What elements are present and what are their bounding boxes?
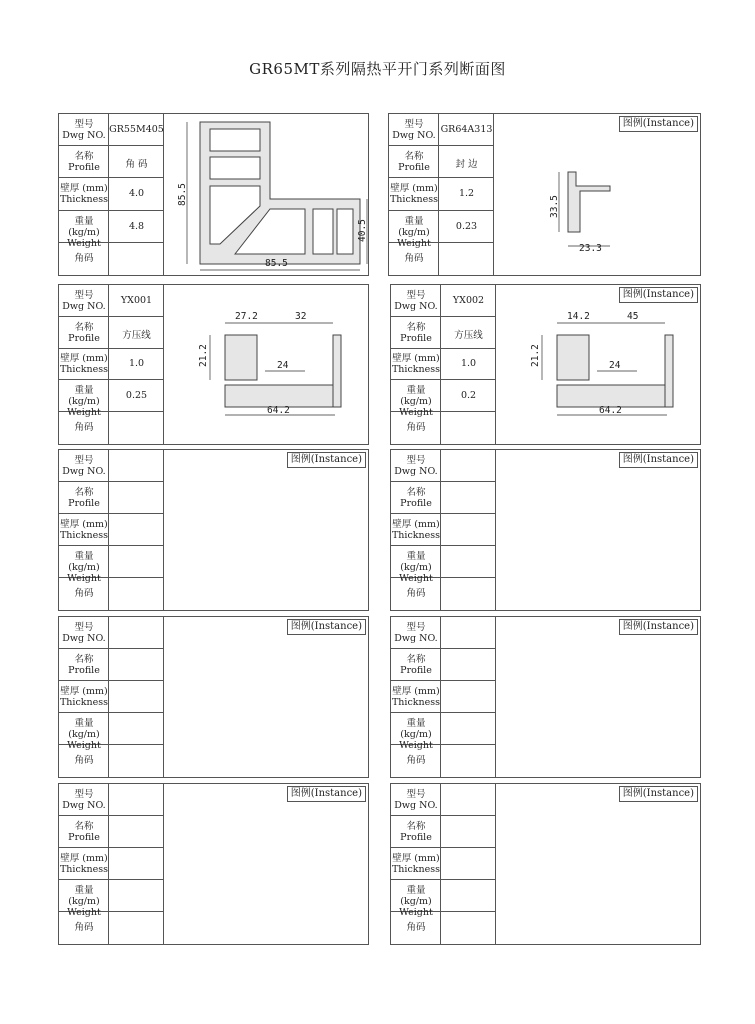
row-corner-code — [391, 912, 496, 944]
row-thickness — [59, 514, 164, 546]
row-weight — [59, 380, 164, 419]
profile-card-8 — [390, 616, 701, 778]
corner-code-label: 角码 — [74, 922, 94, 933]
profile-name-label-en: Profile — [68, 162, 100, 174]
thickness-value: 1.0 — [460, 358, 477, 370]
weight-label-en: Weight — [399, 740, 433, 751]
weight-label-cn: 重量 (kg/m) — [68, 215, 100, 238]
dim-b: 32 — [295, 311, 307, 322]
profile-name-label-en: Profile — [68, 332, 100, 344]
weight-value: 4.8 — [128, 220, 145, 232]
profile-name-label-cn: 名称 — [74, 151, 94, 163]
thickness-label-cn: 壁厚 (mm) — [390, 183, 438, 195]
weight-label-cn: 重量 (kg/m) — [400, 718, 432, 740]
corner-code-label: 角码 — [74, 755, 94, 766]
row-dwg-number — [391, 784, 496, 816]
row-profile-name — [391, 317, 496, 349]
instance-label: 图例(Instance) — [287, 619, 366, 635]
dim-a: 14.2 — [567, 311, 590, 322]
profile-name-label-cn: 名称 — [406, 487, 426, 498]
instance-label: 图例(Instance) — [619, 452, 698, 468]
row-corner-code — [59, 912, 164, 944]
corner-code-label: 角码 — [406, 922, 426, 933]
profile-name-value: 方压线 — [122, 329, 151, 341]
thickness-label-cn: 壁厚 (mm) — [392, 353, 440, 365]
profile-name-label-en: Profile — [400, 832, 432, 843]
row-weight — [391, 713, 496, 751]
corner-code-label: 角码 — [406, 588, 426, 599]
profile-name-value: 方压线 — [454, 329, 483, 341]
thickness-label-cn: 壁厚 (mm) — [392, 686, 440, 697]
instance-label: 图例(Instance) — [619, 116, 698, 132]
profile-name-label-en: Profile — [400, 665, 432, 676]
page-title: GR65MT系列隔热平开门系列断面图 — [249, 60, 506, 78]
edge-profile-svg — [495, 114, 701, 274]
profile-card-6 — [390, 449, 701, 611]
thickness-label-en: Thickness — [391, 364, 441, 376]
dim-w: 64.2 — [267, 405, 290, 416]
weight-label-en: Weight — [399, 573, 433, 584]
thickness-value: 1.0 — [128, 358, 145, 370]
thickness-label-cn: 壁厚 (mm) — [60, 519, 108, 530]
row-profile-name — [59, 482, 164, 514]
corner-code-label: 角码 — [74, 588, 94, 599]
weight-value: 0.2 — [460, 390, 477, 402]
dim-c: 24 — [277, 360, 289, 371]
profile-drawing — [497, 285, 701, 449]
height-dim: 85.5 — [177, 183, 188, 206]
thickness-label-en: Thickness — [391, 864, 441, 875]
row-profile-name — [59, 816, 164, 848]
dwg-number-label-cn: 型号 — [406, 789, 426, 800]
thickness-label-en: Thickness — [59, 864, 109, 875]
thickness-label-cn: 壁厚 (mm) — [392, 853, 440, 864]
profile-name-label-cn: 名称 — [406, 821, 426, 832]
dwg-number-label-en: Dwg NO. — [394, 633, 438, 644]
right-dim: 40.5 — [357, 219, 368, 242]
profile-name-label-en: Profile — [400, 332, 432, 344]
dwg-number-label-en: Dwg NO. — [62, 130, 106, 142]
row-thickness — [391, 514, 496, 546]
dwg-number-label-en: Dwg NO. — [394, 300, 438, 312]
row-dwg-number — [59, 617, 164, 649]
profile-name-label-en: Profile — [400, 498, 432, 509]
thickness-label-en: Thickness — [59, 530, 109, 541]
instance-label: 图例(Instance) — [619, 786, 698, 802]
row-weight — [59, 713, 164, 751]
thickness-label-en: Thickness — [391, 697, 441, 708]
profile-card-2 — [388, 113, 701, 276]
profile-card-10 — [390, 783, 701, 945]
profile-name-label-en: Profile — [398, 162, 430, 174]
row-thickness — [391, 349, 496, 381]
dim-a: 27.2 — [235, 311, 258, 322]
row-corner-code — [59, 578, 164, 610]
profile-name-label-cn: 名称 — [406, 321, 426, 333]
weight-label-en: Weight — [67, 740, 101, 751]
weight-label-cn: 重量 (kg/m) — [400, 885, 432, 907]
row-dwg-number — [389, 114, 494, 146]
row-profile-name — [391, 816, 496, 848]
row-dwg-number — [59, 114, 164, 146]
row-dwg-number — [391, 285, 496, 317]
dwg-number-label-cn: 型号 — [406, 289, 426, 301]
dwg-number-label-cn: 型号 — [74, 789, 94, 800]
dwg-number-label-cn: 型号 — [406, 455, 426, 466]
profile-name-value: 角 码 — [125, 159, 148, 171]
profile-card-5 — [58, 449, 369, 611]
corner-profile-svg — [165, 114, 369, 274]
profile-card-7 — [58, 616, 369, 778]
dwg-number-label-cn: 型号 — [404, 119, 424, 131]
dwg-number-label-cn: 型号 — [74, 119, 94, 131]
row-thickness — [389, 178, 494, 210]
row-weight — [391, 880, 496, 918]
row-profile-name — [391, 649, 496, 681]
thickness-value: 4.0 — [128, 188, 145, 200]
profile-name-label-en: Profile — [68, 665, 100, 676]
dwg-number-value: YX002 — [452, 294, 485, 306]
profile-name-label-cn: 名称 — [74, 821, 94, 832]
row-weight — [59, 211, 164, 249]
thickness-label-cn: 壁厚 (mm) — [60, 686, 108, 697]
thickness-label-en: Thickness — [391, 530, 441, 541]
profile-name-label-en: Profile — [68, 498, 100, 509]
dwg-number-label-cn: 型号 — [74, 622, 94, 633]
row-dwg-number — [59, 450, 164, 482]
instance-label: 图例(Instance) — [287, 452, 366, 468]
row-profile-name — [59, 317, 164, 349]
row-thickness — [59, 349, 164, 381]
row-dwg-number — [59, 285, 164, 317]
dim-w: 64.2 — [599, 405, 622, 416]
instance-label: 图例(Instance) — [287, 786, 366, 802]
dwg-number-label-en: Dwg NO. — [392, 130, 436, 142]
bead-profile-svg — [165, 285, 369, 445]
row-corner-code — [59, 745, 164, 777]
dwg-number-value: GR64A313 — [440, 124, 493, 136]
dwg-number-label-cn: 型号 — [406, 622, 426, 633]
profile-drawing — [165, 285, 369, 449]
dim-b: 45 — [627, 311, 639, 322]
profile-card-9 — [58, 783, 369, 945]
dwg-number-value: YX001 — [120, 294, 153, 306]
profile-card-1 — [58, 113, 369, 276]
row-corner-code — [389, 243, 494, 275]
weight-label-en: Weight — [67, 407, 101, 419]
corner-code-label: 角码 — [404, 252, 424, 264]
weight-label-en: Weight — [399, 907, 433, 918]
width-dim: 85.5 — [265, 258, 288, 269]
instance-label: 图例(Instance) — [619, 287, 698, 303]
thickness-label-cn: 壁厚 (mm) — [60, 183, 108, 195]
dwg-number-label-en: Dwg NO. — [394, 800, 438, 811]
thickness-label-en: Thickness — [59, 697, 109, 708]
weight-label-en: Weight — [397, 237, 431, 249]
row-thickness — [59, 848, 164, 880]
corner-code-label: 角码 — [74, 252, 94, 264]
row-weight — [59, 546, 164, 584]
row-dwg-number — [391, 617, 496, 649]
dwg-number-value: GR55M405 — [109, 124, 164, 136]
width-dim: 23.3 — [579, 243, 602, 254]
row-weight — [391, 546, 496, 584]
weight-value: 0.23 — [455, 220, 478, 232]
weight-label-en: Weight — [399, 407, 433, 419]
weight-label-cn: 重量 (kg/m) — [68, 385, 100, 408]
weight-label-cn: 重量 (kg/m) — [400, 551, 432, 573]
profile-card-4 — [390, 284, 701, 445]
row-thickness — [391, 681, 496, 713]
row-profile-name — [389, 146, 494, 178]
row-weight — [389, 211, 494, 249]
row-thickness — [391, 848, 496, 880]
dwg-number-label-en: Dwg NO. — [394, 466, 438, 477]
weight-label-en: Weight — [67, 907, 101, 918]
row-weight — [59, 880, 164, 918]
weight-label-cn: 重量 (kg/m) — [400, 385, 432, 408]
profile-name-label-cn: 名称 — [74, 487, 94, 498]
dwg-number-label-cn: 型号 — [74, 455, 94, 466]
row-profile-name — [391, 482, 496, 514]
row-dwg-number — [59, 784, 164, 816]
thickness-value: 1.2 — [458, 188, 475, 200]
thickness-label-cn: 壁厚 (mm) — [392, 519, 440, 530]
thickness-label-en: Thickness — [59, 364, 109, 376]
thickness-label-cn: 壁厚 (mm) — [60, 353, 108, 365]
thickness-label-cn: 壁厚 (mm) — [60, 853, 108, 864]
row-profile-name — [59, 146, 164, 178]
dwg-number-label-en: Dwg NO. — [62, 466, 106, 477]
row-corner-code — [59, 412, 164, 444]
dwg-number-label-cn: 型号 — [74, 289, 94, 301]
weight-label-en: Weight — [67, 573, 101, 584]
row-thickness — [59, 178, 164, 210]
weight-label-cn: 重量 (kg/m) — [68, 885, 100, 907]
profile-drawing — [165, 114, 369, 278]
row-weight — [391, 380, 496, 419]
row-corner-code — [391, 578, 496, 610]
height-dim: 33.5 — [549, 195, 560, 218]
dim-h: 21.2 — [198, 344, 209, 367]
bead-profile-svg — [497, 285, 701, 445]
profile-name-label-en: Profile — [68, 832, 100, 843]
weight-label-cn: 重量 (kg/m) — [68, 718, 100, 740]
weight-value: 0.25 — [125, 390, 148, 402]
profile-name-label-cn: 名称 — [74, 321, 94, 333]
corner-code-label: 角码 — [74, 422, 94, 434]
dwg-number-label-en: Dwg NO. — [62, 633, 106, 644]
row-corner-code — [391, 745, 496, 777]
thickness-label-en: Thickness — [59, 194, 109, 206]
row-corner-code — [59, 243, 164, 275]
weight-label-cn: 重量 (kg/m) — [398, 215, 430, 238]
row-thickness — [59, 681, 164, 713]
weight-label-cn: 重量 (kg/m) — [68, 551, 100, 573]
thickness-label-en: Thickness — [389, 194, 439, 206]
profile-name-label-cn: 名称 — [74, 654, 94, 665]
profile-card-3 — [58, 284, 369, 445]
profile-name-label-cn: 名称 — [404, 151, 424, 163]
corner-code-label: 角码 — [406, 422, 426, 434]
dwg-number-label-en: Dwg NO. — [62, 300, 106, 312]
corner-code-label: 角码 — [406, 755, 426, 766]
row-dwg-number — [391, 450, 496, 482]
instance-label: 图例(Instance) — [619, 619, 698, 635]
dim-c: 24 — [609, 360, 621, 371]
row-corner-code — [391, 412, 496, 444]
row-profile-name — [59, 649, 164, 681]
profile-drawing — [495, 114, 701, 278]
dim-h: 21.2 — [530, 344, 541, 367]
dwg-number-label-en: Dwg NO. — [62, 800, 106, 811]
weight-label-en: Weight — [67, 237, 101, 249]
profile-name-value: 封 边 — [455, 159, 478, 171]
profile-name-label-cn: 名称 — [406, 654, 426, 665]
